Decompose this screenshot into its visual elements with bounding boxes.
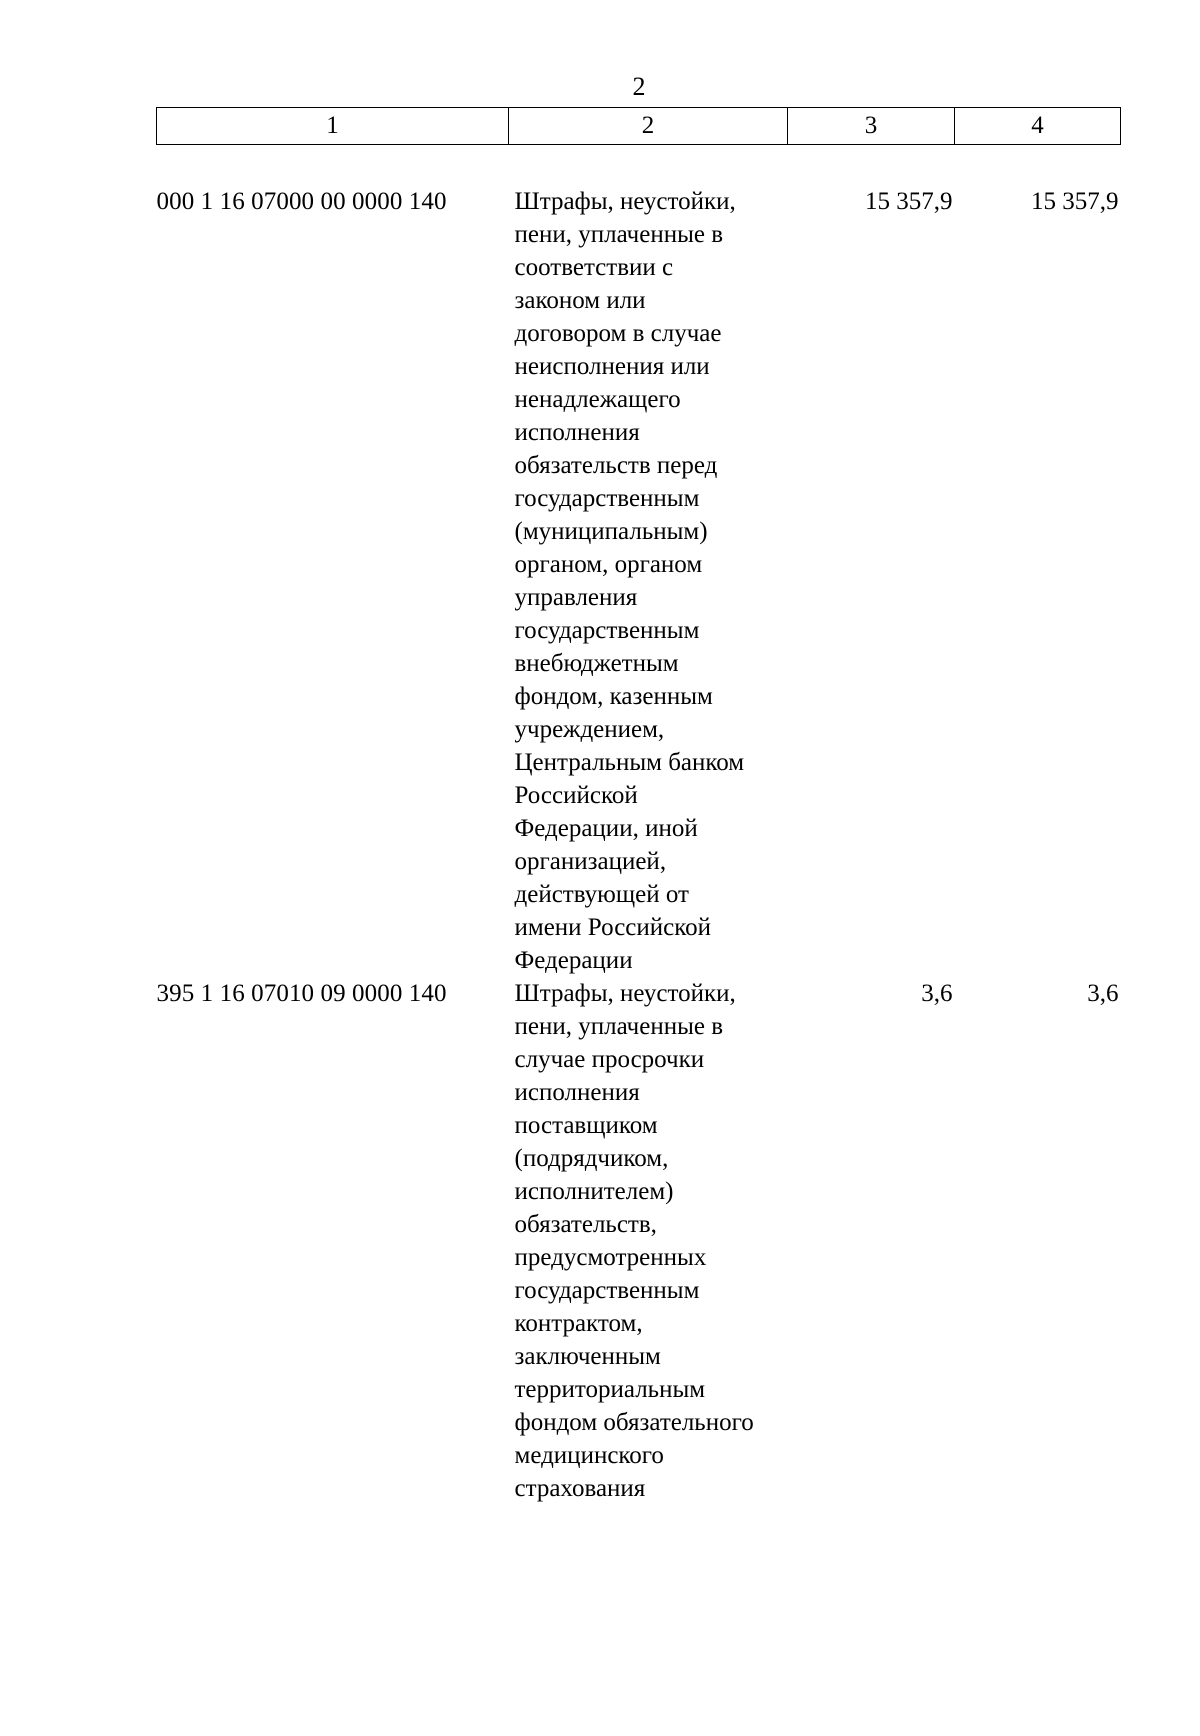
name-line: имени Российской (514, 914, 712, 941)
table-row (157, 145, 1121, 978)
name-line: пени, уплаченные в (514, 221, 724, 248)
name-line: договором в случае (514, 320, 722, 347)
table-body (157, 145, 1121, 1506)
header-row (157, 108, 1121, 145)
name-line: ненадлежащего (514, 386, 681, 413)
name-line: медицинского (514, 1442, 664, 1469)
name-line: государственным (514, 1277, 700, 1304)
name-line: (подрядчиком, (514, 1145, 669, 1172)
name-line: государственным (514, 617, 700, 644)
name-line: (муниципальным) (514, 518, 708, 545)
name-line: предусмотренных (514, 1244, 707, 1271)
name-line: государственным (514, 485, 700, 512)
row-code: 395 1 16 07010 09 0000 140 (156, 980, 447, 1007)
row-value-col4: 3,6 (1087, 980, 1119, 1007)
budget-table (156, 107, 1121, 1505)
row-value-col4: 15 357,9 (1031, 188, 1119, 215)
name-line: исполнения (514, 419, 640, 446)
name-line: Федерации (514, 947, 633, 974)
name-line: законом или (514, 287, 646, 314)
table-header (157, 108, 1121, 145)
name-line: Федерации, иной (514, 815, 698, 842)
name-line: учреждением, (514, 716, 665, 743)
table-row (157, 977, 1121, 1505)
name-line: страхования (514, 1475, 646, 1502)
name-line: Штрафы, неустойки, (514, 188, 736, 215)
name-line: исполнителем) (514, 1178, 674, 1205)
name-line: заключенным (514, 1343, 661, 1370)
name-line: случае просрочки (514, 1046, 705, 1073)
name-line: неисполнения или (514, 353, 710, 380)
row-value-col3: 15 357,9 (865, 188, 953, 215)
name-line: Центральным банком (514, 749, 745, 776)
name-line: организацией, (514, 848, 667, 875)
name-line: пени, уплаченные в (514, 1013, 724, 1040)
header-col-3: 3 (788, 108, 955, 145)
name-line: органом, органом (514, 551, 703, 578)
header-col-1: 1 (157, 108, 509, 145)
name-line: контрактом, (514, 1310, 643, 1337)
name-line: территориальным (514, 1376, 706, 1403)
header-col-2: 2 (509, 108, 788, 145)
page-number: 2 (632, 72, 646, 101)
row-name (509, 145, 788, 978)
name-line: исполнения (514, 1079, 640, 1106)
name-line: Российской (514, 782, 638, 809)
row-name (509, 977, 788, 1505)
name-line: соответствии с (514, 254, 674, 281)
row-value-col3: 3,6 (921, 980, 953, 1007)
name-line: обязательств, (514, 1211, 657, 1238)
row-code: 000 1 16 07000 00 0000 140 (156, 188, 447, 215)
name-line: поставщиком (514, 1112, 658, 1139)
name-line: фондом, казенным (514, 683, 713, 710)
name-line: фондом обязательного (514, 1409, 754, 1436)
name-line: внебюджетным (514, 650, 679, 677)
name-line: действующей от (514, 881, 689, 908)
name-line: обязательств перед (514, 452, 718, 479)
name-line: Штрафы, неустойки, (514, 980, 736, 1007)
header-col-4: 4 (955, 108, 1121, 145)
name-line: управления (514, 584, 638, 611)
